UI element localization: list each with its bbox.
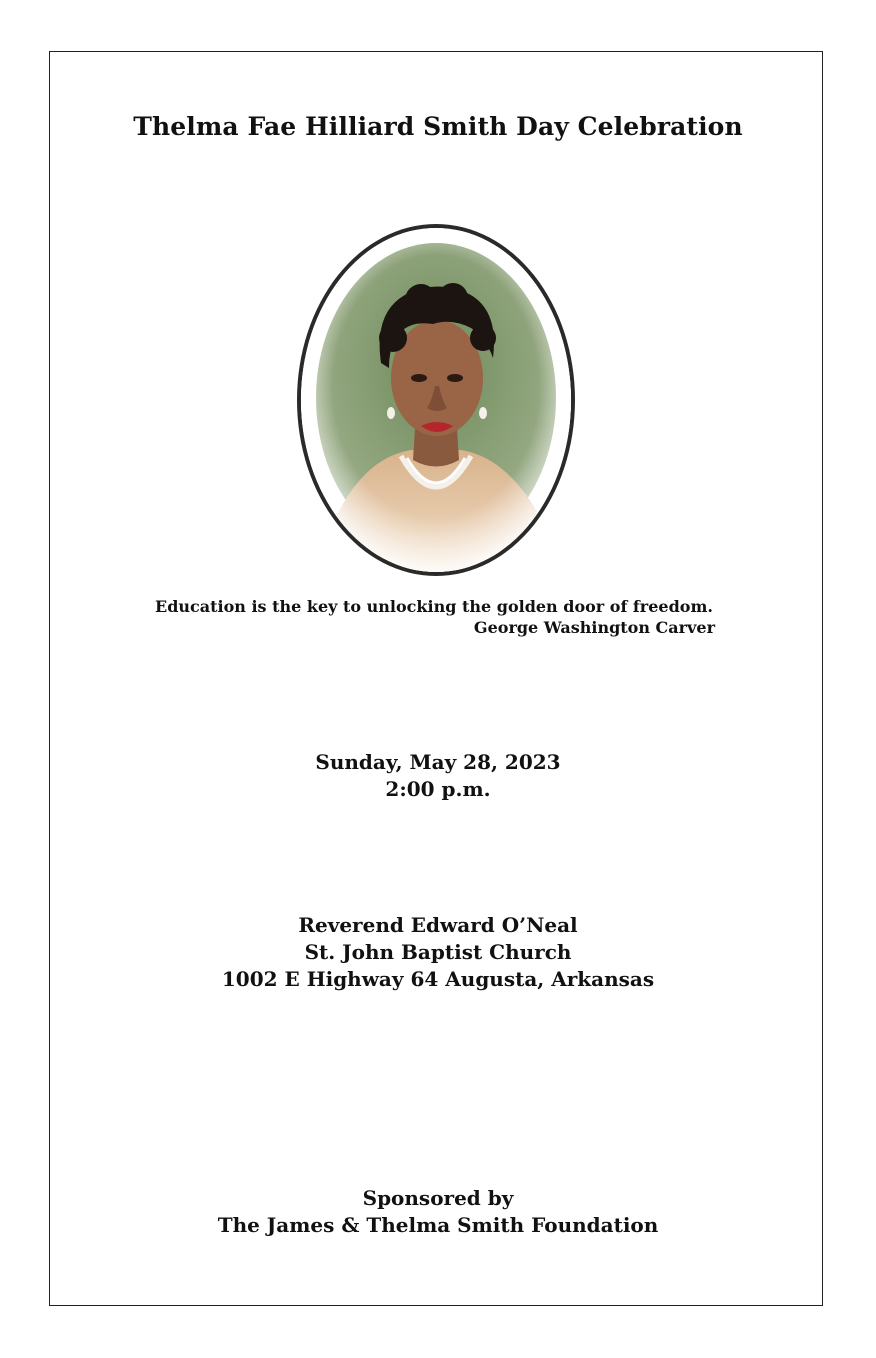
portrait-photo — [301, 228, 571, 572]
quote-text: Education is the key to unlocking the golden door of freedom. — [155, 597, 713, 616]
church-name: St. John Baptist Church — [304, 940, 572, 964]
sponsor-name: The James & Thelma Smith Foundation — [217, 1213, 659, 1237]
quote-author: George Washington Carver — [473, 618, 715, 637]
church-address: 1002 E Highway 64 Augusta, Arkansas — [221, 967, 655, 991]
quote-block — [155, 596, 717, 638]
pastor-name: Reverend Edward O’Neal — [298, 913, 578, 937]
program-title: Thelma Fae Hilliard Smith Day Celebration — [133, 112, 743, 141]
event-date: Sunday, May 28, 2023 — [315, 750, 561, 774]
sponsor-label: Sponsored by — [362, 1186, 514, 1210]
portrait-oval-frame — [297, 224, 575, 576]
event-time: 2:00 p.m. — [385, 777, 491, 801]
